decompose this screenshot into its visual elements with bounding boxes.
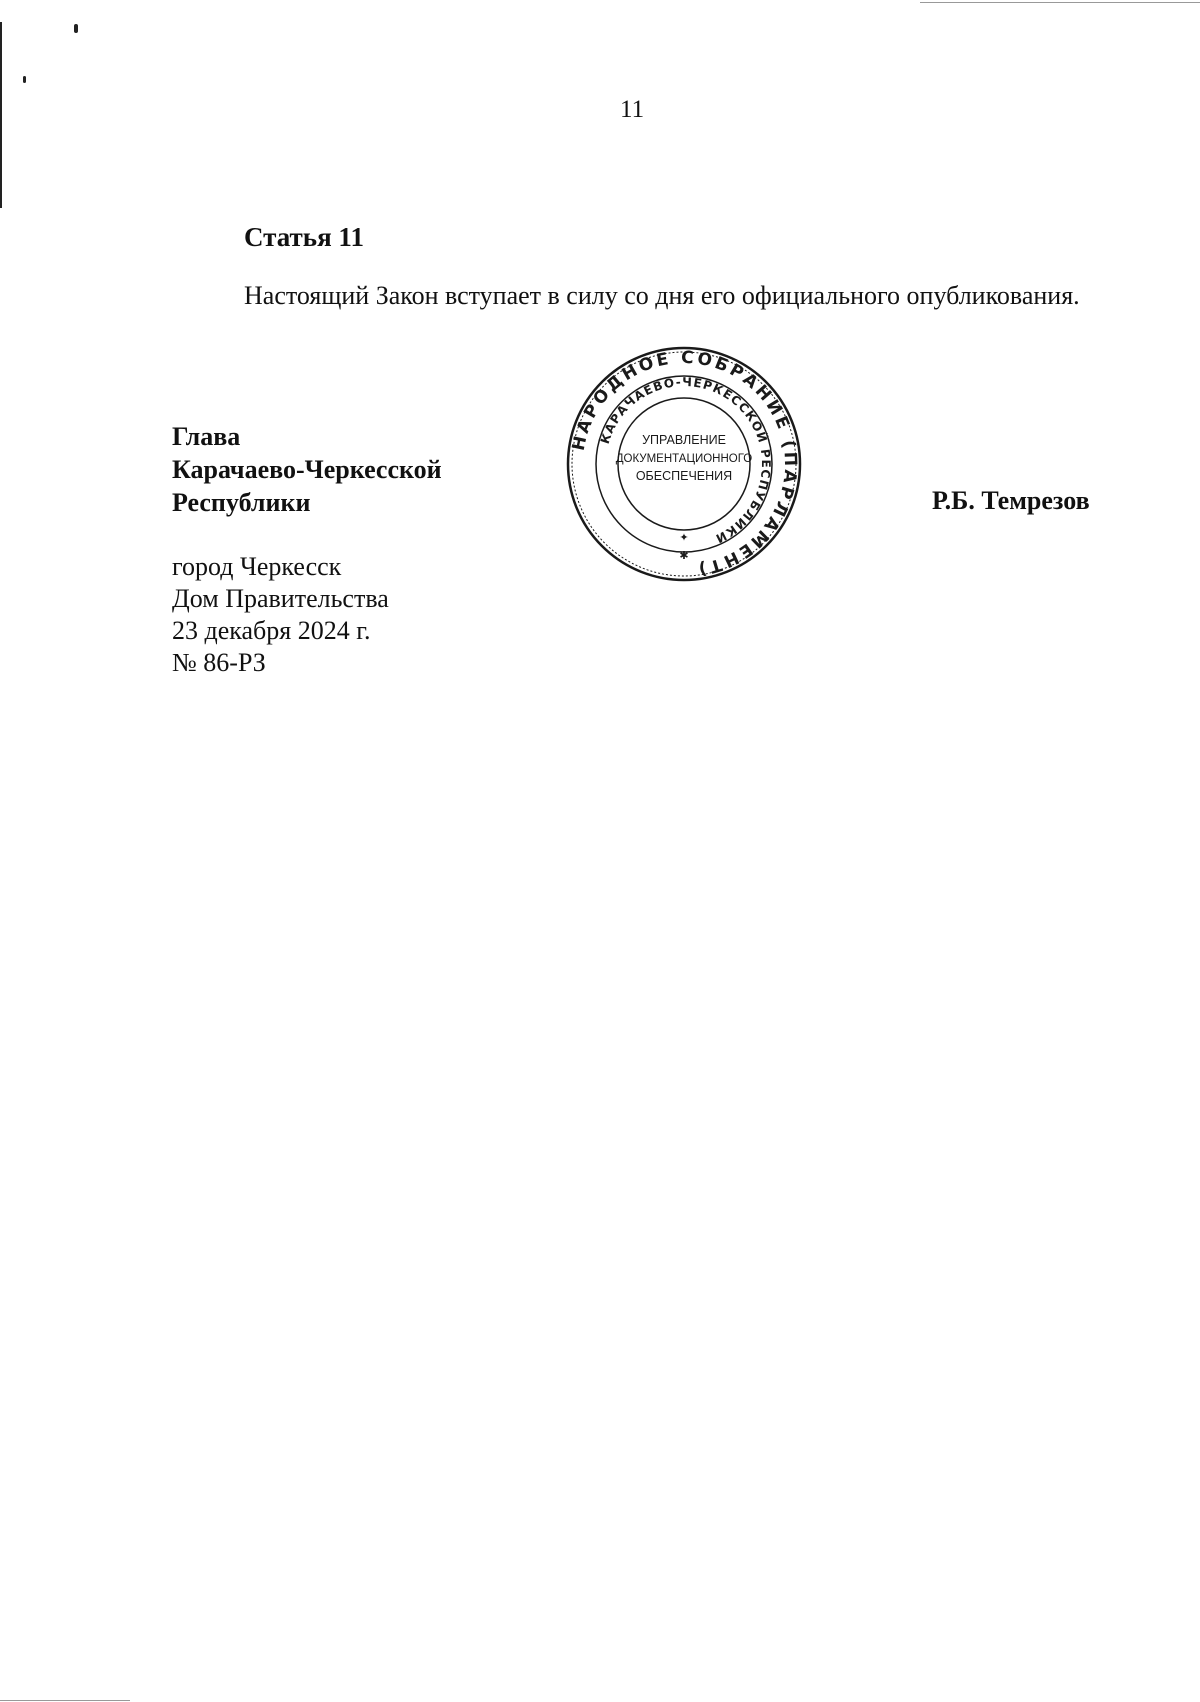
seal-inner-text: КАРАЧАЕВО-ЧЕРКЕССКОЙ РЕСПУБЛИКИ: [597, 374, 774, 547]
issue-info: [172, 551, 389, 679]
signatory-name: Р.Б. Темрезов: [932, 486, 1090, 515]
issue-info-city: город Черкесск: [172, 552, 342, 581]
seal-center-line-1: УПРАВЛЕНИЕ: [642, 433, 726, 447]
article-paragraph: Настоящий Закон вступает в силу со дня его официального опубликования.: [244, 281, 1080, 310]
scan-mark-dot: [23, 76, 26, 83]
scan-mark-top-line: [920, 2, 1200, 3]
issue-info-number: № 86-РЗ: [172, 648, 266, 677]
page-number: 11: [620, 96, 645, 123]
scan-mark-dot: [74, 24, 78, 33]
signatory-title-line: Карачаево-Черкесской: [172, 455, 442, 484]
seal-center-line-3: ОБЕСПЕЧЕНИЯ: [635, 469, 733, 483]
issue-info-place: Дом Правительства: [172, 584, 389, 613]
official-seal: [566, 346, 802, 582]
signatory-title-line: Глава: [172, 422, 241, 451]
signatory-title: [172, 420, 442, 519]
seal-star-icon: ✦: [679, 531, 689, 544]
scan-mark-left-border: [0, 22, 2, 208]
issue-info-date: 23 декабря 2024 г.: [172, 616, 371, 645]
seal-outer-text: НАРОДНОЕ СОБРАНИЕ (ПАРЛАМЕНТ): [568, 347, 801, 580]
scan-mark-bottom-line: [0, 1700, 130, 1701]
signatory-title-line: Республики: [172, 488, 311, 517]
seal-center-line-2: ДОКУМЕНТАЦИОННОГО: [615, 453, 753, 465]
seal-star-icon: ✱: [679, 549, 689, 562]
article-heading: Статья 11: [244, 222, 364, 252]
